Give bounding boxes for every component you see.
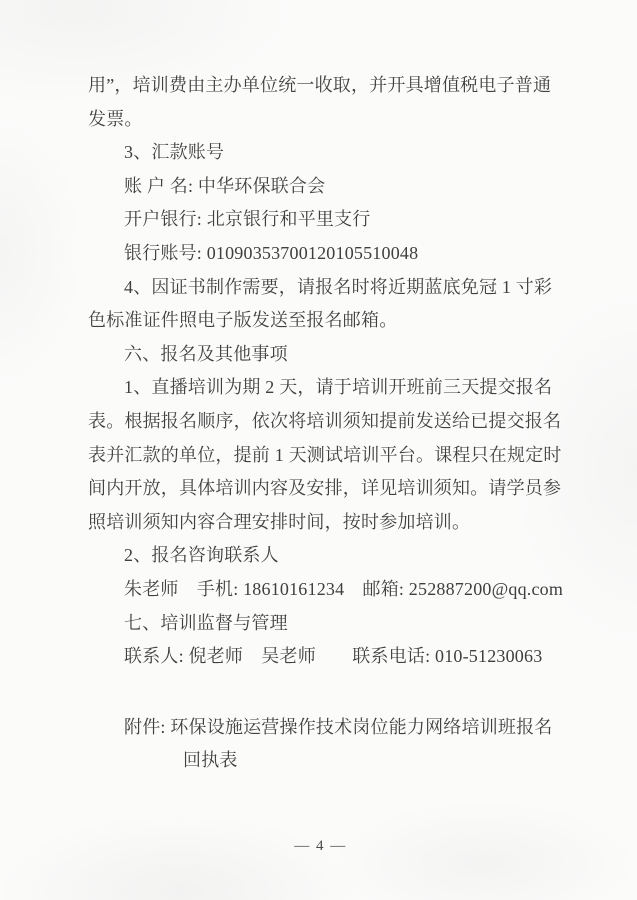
doc-line-remittance-heading: 3、汇款账号 [124, 142, 225, 163]
doc-line-supervision-contact: 联系人: 倪老师 吴老师 联系电话: 010-51230063 [124, 646, 543, 667]
doc-line-contact-heading: 2、报名咨询联系人 [124, 545, 279, 566]
document-body [88, 69, 564, 863]
doc-section-heading: 六、报名及其他事项 [124, 343, 288, 364]
doc-line-contact-info: 朱老师 手机: 18610161234 邮箱: 252887200@qq.com [124, 578, 564, 599]
doc-line: 间内开放，具体培训内容及安排，详见培训须知。请学员参 [88, 478, 562, 499]
doc-line: 用”，培训费由主办单位统一收取，并开具增值税电子普通 [88, 75, 552, 95]
doc-line: 4、因证书制作需要，请报名时将近期蓝底免冠 1 寸彩 [124, 276, 553, 297]
doc-line: 表。根据报名顺序，依次将培训须知提前发送给已提交报名 [88, 410, 562, 431]
spacer [88, 674, 553, 711]
attachment-title-line: 回执表 [183, 750, 238, 771]
doc-line-bank-account-number: 银行账号: 01090353700120105510048 [124, 242, 419, 263]
doc-line-account-name: 账 户 名: 中华环保联合会 [124, 175, 326, 196]
doc-line: 照培训须知内容合理安排时间，按时参加培训。 [88, 511, 471, 532]
spacer [88, 778, 553, 830]
doc-line-bank-name: 开户银行: 北京银行和平里支行 [124, 209, 371, 230]
doc-line: 表并汇款的单位，提前 1 天测试培训平台。课程只在规定时 [88, 444, 562, 465]
doc-line: 色标准证件照电子版发送至报名邮箱。 [88, 310, 398, 331]
attachment-title-line: 附件: 环保设施运营操作技术岗位能力网络培训班报名 [124, 716, 553, 737]
doc-line: 发票。 [88, 108, 143, 129]
doc-line: 1、直播培训为期 2 天，请于培训开班前三天提交报名 [124, 377, 553, 398]
page-number: — 4 — [294, 837, 347, 854]
doc-section-heading: 七、培训监督与管理 [124, 612, 288, 633]
